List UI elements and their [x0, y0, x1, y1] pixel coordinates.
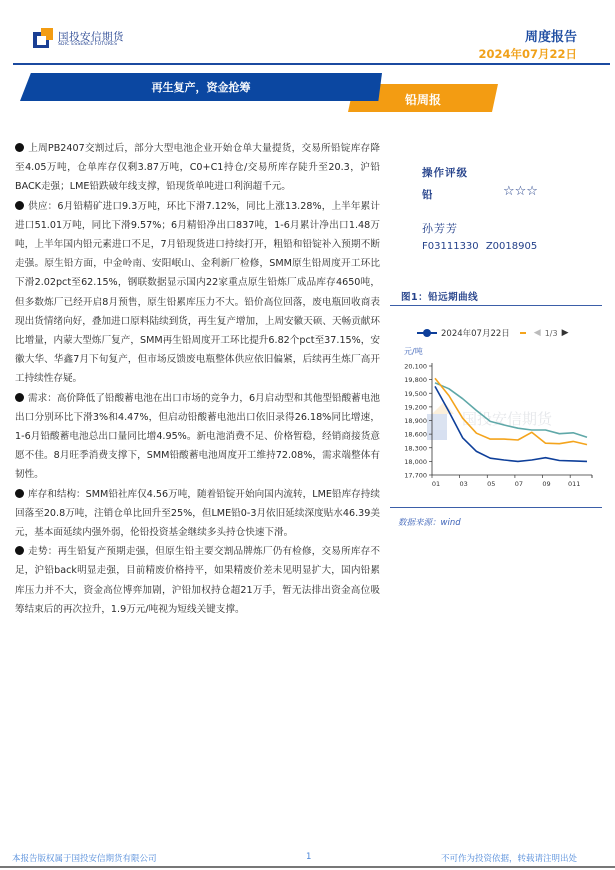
footer-divider [0, 866, 615, 868]
legend-swatch-blue-icon [417, 332, 437, 334]
legend-page-indicator: 1/3 [544, 328, 558, 338]
logo-mark-icon [33, 28, 53, 48]
x-tick-label: 05 [487, 480, 496, 488]
rating-item: 铅 [422, 189, 433, 201]
legend-swatch-orange-icon [520, 332, 526, 334]
y-tick-label: 19,500 [404, 389, 427, 398]
figure-divider [390, 305, 602, 306]
header-divider [13, 63, 610, 65]
chart-legend [417, 326, 568, 340]
report-body [15, 139, 380, 619]
y-tick-label: 20,100 [404, 362, 427, 371]
page-number: 1 [306, 852, 312, 862]
forward-curve-chart [392, 322, 607, 492]
analyst-license-ids: F03111330 Z0018905 [422, 241, 538, 252]
x-tick-label: 03 [459, 480, 468, 488]
footer-copyright: 本报告版权属于国投安信期货有限公司 [12, 854, 157, 864]
paragraph-inventory: 库存和结构：SMM铅社库仅4.56万吨，随着铅锭开始向国内流转，LME铅库存持续回落至20.8万吨，注销仓单比回升至25%，但LME铅0-3月依旧延续深度贴水46.39美元，基本面延续内强外弱，伦铅投资基金继续多头持仓快速下滑。 [15, 488, 380, 539]
y-tick-label: 18,300 [404, 444, 427, 453]
svg-text:国投安信期货: 国投安信期货 [462, 410, 553, 428]
x-tick-label: 011 [567, 480, 581, 488]
paragraph-supply: 供应：6月铅精矿进口9.3万吨，环比下滑7.12%，同比上涨13.28%，上半年累计进口51.01万吨，同比下滑9.57%；6月精铅净出口837吨，1-6月累计净出口1.48万吨，上半年国内铅元素进口不足，7月铅现货进口持续打开，粗铅和铅锭补入预期不断走强。原生铅方面，中金岭南、安阳岷山、金利新厂检修，SMM原生铅周度开工环比下滑2.02pct至62.15%，钢联数据显示国内22家重点原生铅炼厂成品库存4650吨，但多数炼厂已经开启8月预售，原生铅累库压力不大。铅价高位回落，废电瓶回收商表现出货情绪向好，叠加进口原料陆续到货，再生复产增加，上周安徽天硕、天畅贡献环比增量，内蒙大型炼厂复产，SMM再生铅周度开工环比提升6.82个pct至37.15%，安徽大华、华鑫7月下旬复产，但市场反馈废电瓶整体供应依旧偏紧，后续再生炼厂高开工持续性存疑。 [15, 200, 380, 385]
paragraph-demand: 需求：高价降低了铅酸蓄电池在出口市场的竞争力，6月启动型和其他型铅酸蓄电池出口分别环比下滑3%和4.47%，但启动铅酸蓄电池出口依旧录得26.18%同比增速，1-6月铅酸蓄电池总出口量同比增4.95%。新电池消费不足、价格暂稳，经销商接货意愿不佳。8月旺季消费支撑下，SMM铅酸蓄电池周度开工维持72.08%，需求端整体有韧性。 [15, 392, 380, 481]
report-date: 2024年07月22日 [478, 47, 577, 61]
data-source: 数据来源：wind [398, 518, 461, 528]
company-name-en: SDIC ESSENCE FUTURES [58, 42, 118, 47]
banner-title: 再生复产，资金抢筹 [151, 81, 251, 94]
legend-label-series1: 2024年07月22日 [441, 329, 510, 339]
x-tick-label: 09 [542, 480, 551, 488]
bullet-icon [15, 489, 24, 498]
legend-next-page-icon[interactable]: ▶ [561, 328, 569, 338]
y-tick-label: 19,800 [404, 376, 427, 385]
figure-title: 图1：铅远期曲线 [401, 292, 479, 303]
company-logo [33, 28, 153, 50]
footer-disclaimer: 不可作为投资依据，转载请注明出处 [440, 854, 577, 864]
rating-title: 操作评级 [422, 167, 468, 179]
y-tick-label: 18,000 [404, 457, 427, 466]
bullet-icon [15, 201, 24, 210]
y-tick-label: 19,200 [404, 403, 427, 412]
legend-prev-page-icon[interactable]: ◀ [533, 328, 541, 338]
y-tick-label: 17,700 [404, 471, 427, 480]
company-name-cn: 国投安信期货 [58, 31, 124, 43]
report-type: 周度报告 [524, 30, 577, 45]
y-axis-unit: 元/吨 [404, 347, 423, 356]
paragraph-outlook: 走势：再生铅复产预期走强，但原生铅主要交割品牌炼厂仍有检修，交易所库存不足，沪铅back明显走强，目前精废价格持平，如果精废价差未见明显扩大，国内铅累库压力并不大，资金高位博弈加剧，沪铅加权持仓超21万手，暂无法排出资金高位吸筹结束后的再次拉升，1.9万元/吨视为短线关键支撑。 [15, 546, 380, 615]
bullet-icon [15, 143, 24, 152]
paragraph-summary: 上周PB2407交割过后，部分大型电池企业开始仓单大量提货，交易所铅锭库存降至4.05万吨，仓单库存仅剩3.87万吨，C0+C1持仓/交易所库存陡升至20.3，沪铅BACK走强；LME铅跌破年线支撑，铅现货单吨进口利润超千元。 [15, 143, 380, 193]
y-tick-label: 18,900 [404, 417, 427, 425]
bullet-icon [15, 546, 24, 555]
x-tick-label: 07 [514, 480, 524, 488]
x-tick-label: 01 [431, 480, 441, 488]
source-divider [390, 507, 602, 508]
bullet-icon [15, 393, 24, 402]
banner-tag: 铅周报 [404, 93, 441, 107]
rating-stars-icon: ☆☆☆ [503, 184, 538, 199]
y-tick-label: 18,600 [404, 430, 427, 439]
analyst-name: 孙芳芳 [422, 222, 458, 235]
chart-plot [392, 322, 607, 492]
